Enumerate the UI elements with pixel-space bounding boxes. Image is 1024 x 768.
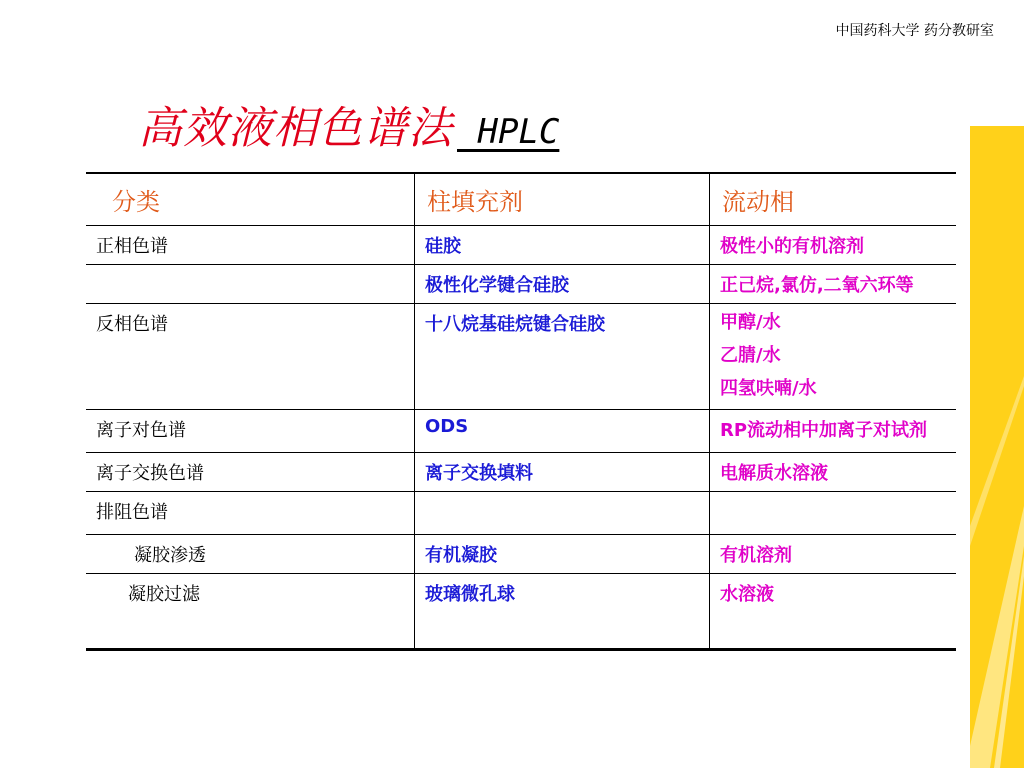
- mobile-line: 四氢呋喃/水: [720, 378, 817, 399]
- header-category: 分类: [86, 173, 415, 226]
- cell-category: 离子交换色谱: [86, 453, 415, 492]
- mobile-line: 甲醇/水: [720, 312, 781, 333]
- cell-packing: 有机凝胶: [415, 535, 710, 574]
- cell-mobile: RP流动相中加离子对试剂: [710, 410, 957, 453]
- cell-category: 反相色谱: [86, 304, 415, 410]
- cell-category: 正相色谱: [86, 226, 415, 265]
- cell-mobile: [710, 492, 957, 535]
- cell-mobile: 有机溶剂: [710, 535, 957, 574]
- side-decoration: [970, 126, 1024, 768]
- cell-packing: [415, 492, 710, 535]
- table-row: [86, 492, 956, 535]
- table-row: [86, 265, 956, 304]
- header-mobile-phase: 流动相: [710, 173, 957, 226]
- cell-mobile: [710, 304, 957, 410]
- cell-category: 凝胶过滤: [86, 574, 415, 650]
- title-english: HPLC: [457, 112, 560, 152]
- decoration-stripes: [970, 126, 1024, 768]
- table-row: [86, 453, 956, 492]
- mobile-line: 乙腈/水: [720, 345, 781, 366]
- organization-label: 中国药科大学 药分教研室: [835, 23, 994, 39]
- table-row: [86, 574, 956, 650]
- header-packing: 柱填充剂: [415, 173, 710, 226]
- cell-mobile: 电解质水溶液: [710, 453, 957, 492]
- cell-packing: 硅胶: [415, 226, 710, 265]
- table-row: [86, 226, 956, 265]
- table-header-row: [86, 173, 956, 226]
- cell-category: [86, 265, 415, 304]
- cell-category: 排阻色谱: [86, 492, 415, 535]
- cell-category: 离子对色谱: [86, 410, 415, 453]
- cell-packing: 离子交换填料: [415, 453, 710, 492]
- cell-mobile: 极性小的有机溶剂: [710, 226, 957, 265]
- hplc-classification-table: [86, 172, 956, 651]
- slide-title: [138, 92, 559, 156]
- cell-packing: 玻璃微孔球: [415, 574, 710, 650]
- cell-packing: 极性化学键合硅胶: [415, 265, 710, 304]
- cell-packing: ODS: [415, 410, 710, 453]
- title-chinese: 高效液相色谱法: [138, 103, 453, 154]
- table-row: [86, 304, 956, 410]
- cell-mobile: 正己烷,氯仿,二氧六环等: [710, 265, 957, 304]
- cell-category: 凝胶渗透: [86, 535, 415, 574]
- table-row: [86, 410, 956, 453]
- cell-mobile: 水溶液: [710, 574, 957, 650]
- table-row: [86, 535, 956, 574]
- cell-packing: 十八烷基硅烷键合硅胶: [415, 304, 710, 410]
